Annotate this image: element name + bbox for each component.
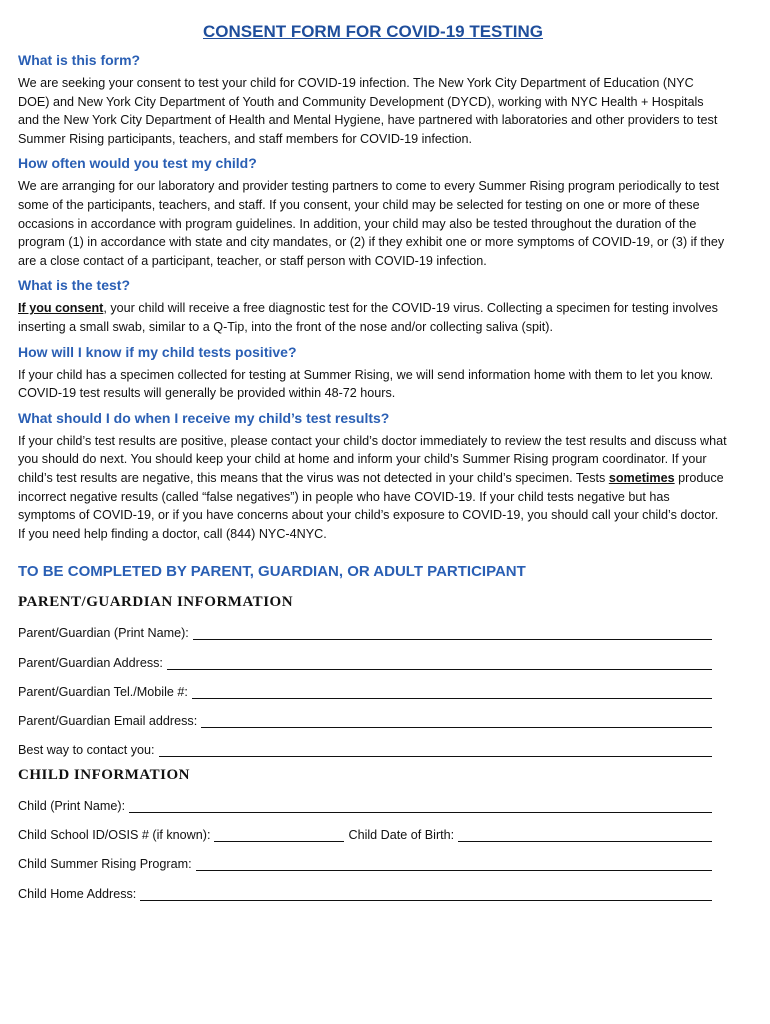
section-text-how-often: We are arranging for our laboratory and provider testing partners to come to every Summer Rising program periodically to test some of the participants, teachers, and staff. If you consent, your child may be selected for testing on one or more of these occasions in accordance with program guidelines. In addition, your child may also be tested throughout the duration of the program (1) in accordance with state and city mandates, or (2) if they exhibit one or more symptoms of COVID-19, or (3) if they are a close contact of a participant, teacher, or staff person with COVID-19 infection. xyxy=(18,179,725,268)
contact-method-field xyxy=(18,736,728,757)
child-osis-label: Child School ID/OSIS # (if known): xyxy=(18,828,211,843)
section-text-what-is-test xyxy=(18,299,728,336)
child-info-heading: CHILD INFORMATION xyxy=(18,766,190,783)
section-text-what-is-form: We are seeking your consent to test your child for COVID-19 infection. The New York City Department of Education (NYC DOE) and New York City Department of Youth and Community Development (DYCD), working with NYC Health + Hospitals and the New York City Department of Health and Mental Hygiene, have partnered with laboratories and other providers to test Summer Rising participants, teachers, and staff members for COVID-19 infection. xyxy=(18,76,718,146)
parent-name-label: Parent/Guardian (Print Name): xyxy=(18,626,189,641)
parent-phone-input-line[interactable] xyxy=(192,684,712,699)
section-heading-how-often: How often would you test my child? xyxy=(18,155,257,172)
parent-address-label: Parent/Guardian Address: xyxy=(18,655,163,670)
contact-method-label: Best way to contact you: xyxy=(18,743,155,758)
parent-name-input-line[interactable] xyxy=(193,625,712,640)
child-name-label: Child (Print Name): xyxy=(18,798,126,813)
parent-email-field xyxy=(18,707,728,728)
child-program-field xyxy=(18,850,728,871)
consent-form-page xyxy=(18,22,728,909)
section-heading-what-is-form: What is this form? xyxy=(18,52,141,68)
child-dob-input-line[interactable] xyxy=(458,827,712,842)
section-heading-positive: How will I know if my child tests positive? xyxy=(18,343,297,360)
section-text-positive: If your child has a specimen collected for testing at Summer Rising, we will send information home with them to let you know. COVID-19 test results will generally be provided within 48-72 hours. xyxy=(18,367,714,401)
child-id-dob-row xyxy=(18,821,728,842)
sometimes-emphasis: sometimes xyxy=(608,470,675,485)
parent-address-field xyxy=(18,649,728,670)
parent-email-input-line[interactable] xyxy=(201,713,712,728)
child-name-input-line[interactable] xyxy=(129,798,712,813)
results-text-part-a: If your child’s test results are positive, please contact your child’s doctor immediately to review the test results and discuss what you should do next. You should keep your child at home and inform your child’s Summer Rising program coordinator. If your child’s test results are negative, this means that the virus was not detected in your child’s specimen. Tests xyxy=(18,433,727,485)
parent-info-heading: PARENT/GUARDIAN INFORMATION xyxy=(18,594,294,611)
what-is-test-body: , your child will receive a free diagnostic test for the COVID-19 virus. Collecting a specimen for testing involves inserting a small swab, similar to a Q-Tip, into the front of the nose and/or collecting saliva (spit). xyxy=(18,301,718,334)
parent-phone-label: Parent/Guardian Tel./Mobile #: xyxy=(18,684,188,699)
if-you-consent-emphasis: If you consent xyxy=(18,301,104,316)
child-osis-input-line[interactable] xyxy=(214,827,344,842)
contact-method-input-line[interactable] xyxy=(159,742,712,757)
section-heading-what-is-test: What is the test? xyxy=(18,277,131,294)
parent-email-label: Parent/Guardian Email address: xyxy=(18,714,198,729)
completion-heading: TO BE COMPLETED BY PARENT, GUARDIAN, OR ADULT PARTICIPANT xyxy=(18,563,526,581)
section-text-results xyxy=(18,432,728,544)
page-title: CONSENT FORM FOR COVID-19 TESTING xyxy=(202,22,544,41)
child-address-label: Child Home Address: xyxy=(18,886,137,901)
child-address-input-line[interactable] xyxy=(140,886,712,901)
parent-address-input-line[interactable] xyxy=(167,655,712,670)
results-text-part-b: produce incorrect negative results (called “false negatives”) in people who have COVID-19. If your child tests negative but has symptoms of COVID-19, or if you have concerns about your child’s exposure to COVID-19, you should call your child’s doctor. If you need help finding a doctor, call (844) NYC-4NYC. xyxy=(18,470,724,541)
child-program-input-line[interactable] xyxy=(196,856,712,871)
section-heading-results: What should I do when I receive my child’s test results? xyxy=(18,409,390,426)
parent-phone-field xyxy=(18,678,728,699)
child-program-label: Child Summer Rising Program: xyxy=(18,857,192,872)
child-name-field xyxy=(18,792,728,813)
child-address-field xyxy=(18,880,728,901)
child-dob-label: Child Date of Birth: xyxy=(348,828,455,843)
parent-name-field xyxy=(18,619,728,640)
